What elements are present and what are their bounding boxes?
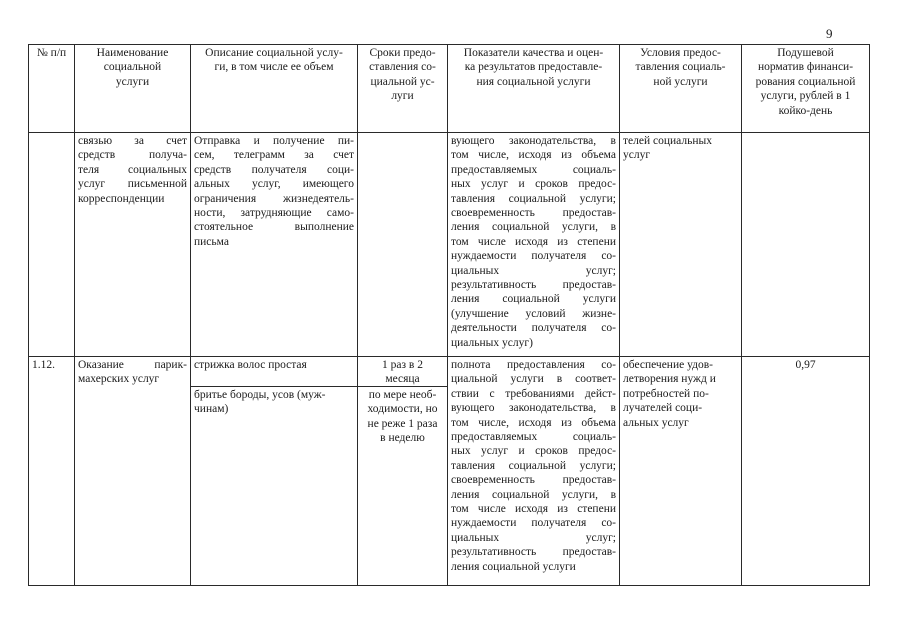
text-line: ления социальной услуги, в (451, 488, 616, 501)
row2-description (191, 357, 358, 586)
text-line: полнота предоставления со- (451, 359, 616, 371)
text-line: ходимости, но (367, 403, 438, 416)
row1-norm (742, 133, 870, 357)
text-line: № п/п (36, 47, 67, 59)
text-line: не реже 1 раза (367, 417, 438, 430)
header-quality (448, 45, 620, 133)
text-line: результативность предостав- (451, 279, 616, 292)
text-line: сем, телеграмм за счет (194, 149, 354, 162)
row1-terms (358, 133, 448, 357)
text-line: ных услуг и сроков предос- (451, 445, 616, 458)
text-line: том числе, исходя из объема (451, 149, 616, 162)
text-line: луги (391, 90, 414, 103)
text-line: обеспечение удов- (623, 359, 713, 371)
text-line: 1 раз в 2 (382, 359, 423, 371)
text-line: койко-день (778, 104, 833, 117)
sub1-terms (358, 357, 447, 386)
text-line: письма (194, 235, 229, 248)
text-line: махерских услуг (78, 373, 160, 386)
text-line: ограничения жизнедеятель- (194, 192, 354, 205)
text-line: услуг письменной (78, 178, 187, 191)
row2-norm: 0,97 (742, 357, 870, 586)
text-line: ка результатов предоставле- (464, 61, 603, 74)
text-line: циальной услуги в соответ- (451, 373, 616, 386)
row1-description (191, 133, 358, 357)
table-row (29, 357, 870, 586)
row2-service-name (75, 357, 191, 586)
row1-service-name (75, 133, 191, 357)
row2-conditions (620, 357, 742, 586)
header-description (191, 45, 358, 133)
table-row (29, 133, 870, 357)
text-line: Оказание парик- (78, 359, 187, 371)
text-line: Условия предос- (640, 47, 721, 59)
text-line: корреспонденции (78, 192, 165, 205)
text-line: ности, затрудняющие само- (194, 207, 354, 220)
text-line: своевременность предостав- (451, 474, 616, 487)
text-line: ния социальной услуги (476, 75, 591, 88)
text-line: том числе исходя из степени (451, 235, 616, 248)
text-line: предоставляемых социаль- (451, 431, 616, 444)
text-line: циальных услуг) (451, 336, 533, 349)
text-line: вующего законодательства, в (451, 402, 616, 415)
text-line: нуждаемости получателя со- (451, 250, 616, 263)
text-line: тавления социаль- (635, 61, 726, 74)
text-line: летворения нужд и (623, 373, 716, 386)
header-conditions (620, 45, 742, 133)
text-line: результативность предостав- (451, 546, 616, 559)
text-line: потребностей по- (623, 387, 709, 400)
text-line: месяца (385, 373, 420, 386)
text-line: стоятельное выполнение (194, 221, 354, 234)
text-line: том числе, исходя из объема (451, 416, 616, 429)
text-line: альных услуг, имеющего (194, 178, 354, 191)
text-line: услуги (115, 75, 150, 88)
text-line: тавления социальной услуги; (451, 192, 616, 205)
text-line: Подушевой (777, 47, 834, 59)
header-terms (358, 45, 448, 133)
text-line: рования социальной (755, 75, 856, 88)
text-line: вующего законодательства, в (451, 135, 616, 147)
text-line: предоставляемых социаль- (451, 163, 616, 176)
row2-quality (448, 357, 620, 586)
text-line: альных услуг (623, 416, 689, 429)
text-line: бритье бороды, усов (муж- (194, 389, 326, 401)
text-line: ления социальной услуги, в (451, 221, 616, 234)
text-line: услуг (623, 149, 651, 162)
text-line: ных услуг и сроков предос- (451, 178, 616, 191)
header-row (29, 45, 870, 133)
text-line: Наименование (96, 47, 169, 59)
text-line: деятельности получателя со- (451, 322, 616, 335)
text-line: Сроки предо- (369, 47, 436, 59)
sub1-description (191, 357, 357, 386)
text-line: средств получа- (78, 149, 187, 162)
sub2-terms (358, 387, 447, 446)
text-line: нуждаемости получателя со- (451, 517, 616, 530)
text-line: ления социальной услуги (451, 293, 616, 306)
text-line: циальной ус- (370, 75, 435, 88)
text-line: тавления социальной услуги; (451, 459, 616, 472)
text-line: (улучшение условий жизне- (451, 307, 616, 320)
text-line: циальных услуг; (451, 264, 616, 277)
row1-number (29, 133, 75, 357)
row1-conditions (620, 133, 742, 357)
text-line: теля социальных (78, 163, 187, 176)
text-line: ги, в том числе ее объем (214, 61, 334, 74)
text-line: Показатели качества и оцен- (463, 47, 604, 59)
text-line: телей социальных (623, 135, 712, 147)
text-line: социальной (103, 61, 162, 74)
text-line: чинам) (194, 403, 229, 416)
text-line: Описание социальной услу- (205, 47, 343, 59)
text-line: том числе исходя из степени (451, 503, 616, 516)
text-line: норматив финанси- (757, 61, 854, 74)
text-line: ной услуги (653, 75, 708, 88)
sub2-description (191, 387, 357, 417)
services-table (28, 44, 870, 586)
header-service-name (75, 45, 191, 133)
text-line: связью за счет (78, 135, 187, 147)
text-line: лучателей соци- (623, 402, 703, 415)
text-line: ставления со- (369, 61, 436, 74)
page-number: 9 (826, 26, 833, 41)
text-line: циальных услуг; (451, 531, 616, 544)
text-line: средств получателя соци- (194, 163, 354, 176)
header-norm (742, 45, 870, 133)
text-line: ствии с требованиями дейст- (451, 387, 616, 400)
text-line: ления социальной услуги (451, 560, 576, 573)
text-line: Отправка и получение пи- (194, 135, 354, 147)
text-line: услуги, рублей в 1 (760, 90, 851, 103)
text-line: в неделю (380, 432, 425, 445)
text-line: стрижка волос простая (194, 359, 307, 371)
row1-quality (448, 133, 620, 357)
text-line: по мере необ- (368, 389, 437, 401)
text-line: своевременность предостав- (451, 207, 616, 220)
header-number (29, 45, 75, 133)
row2-number: 1.12. (29, 357, 75, 586)
row2-terms (358, 357, 448, 586)
